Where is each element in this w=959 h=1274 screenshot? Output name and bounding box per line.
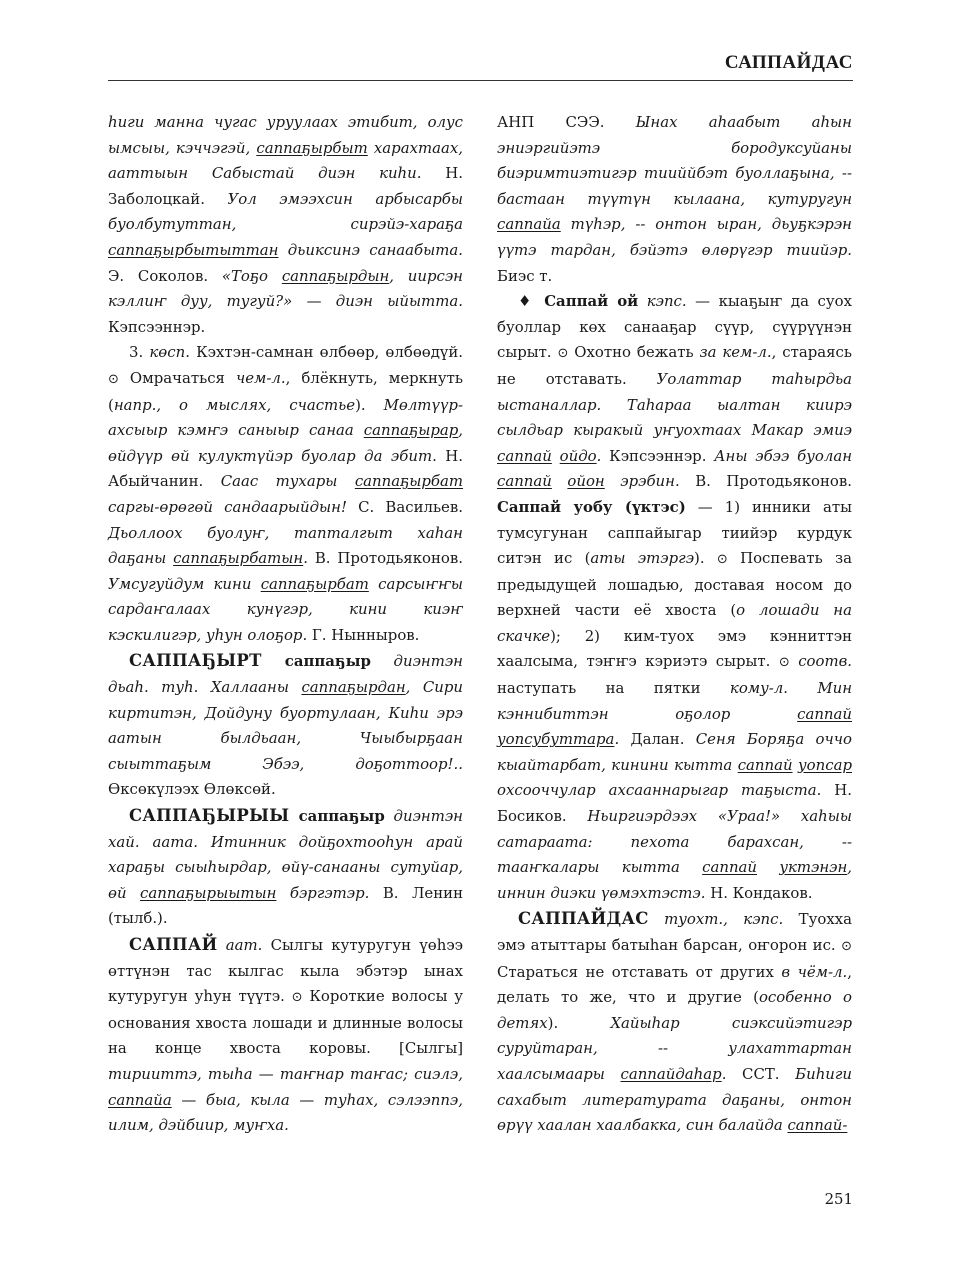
translation-text: , делать то же, что и другие ( xyxy=(497,962,852,1007)
citation-source: Биэс т. xyxy=(497,266,553,285)
example-keyword: саппаҕырдын xyxy=(281,266,390,285)
example-text: сарсыҥҥы сардаҥалаах кунүгэр, кини киэҥ кэскилигэр, уһун олоҕор. xyxy=(108,574,463,644)
citation-source: Өксөкүлээх Өлөксөй. xyxy=(108,780,276,799)
translation-text: , блёкнуть, меркнуть ( xyxy=(108,368,463,414)
sense-3 xyxy=(108,340,463,648)
example-text: бэргэтэр. xyxy=(276,883,370,902)
definition-text: Кэхтэн-самнан өлбөөр, өлбөөдүй. xyxy=(189,343,463,362)
example-keyword: саппайа xyxy=(497,215,561,234)
example-text: — быа, кыла — туһах, сэлээппэ, илим, дэйбиир, муҥха. xyxy=(108,1090,463,1135)
example-keyword: ойон xyxy=(567,472,605,491)
translation-text: Стараться не отставать от других xyxy=(497,962,782,981)
example-keyword: уопсубуттара xyxy=(497,730,615,749)
translation-marker-icon: ⊙ xyxy=(778,655,790,671)
citation-source: Кэпсээннэр. xyxy=(601,446,715,465)
translation-note: за кем-л. xyxy=(699,343,772,362)
headword: САППАЙДАС xyxy=(518,909,649,929)
example-text: Ньиргиэрдээх «Ураа!» хаһыы сатараата: пехота барахсан, -- тааҥкалары кытта xyxy=(497,807,852,877)
translation-text: ). xyxy=(355,395,384,414)
example-keyword: саппаҕырдан xyxy=(301,678,406,697)
phrase-headword: Саппай ой xyxy=(535,292,639,311)
translation-note: чем-л. xyxy=(235,368,286,387)
translation-note: в чём-л. xyxy=(781,962,848,981)
translation-note: особенно о детях xyxy=(497,988,852,1032)
example-keyword: саппай xyxy=(497,472,552,491)
grammar-label: аат. xyxy=(217,936,263,954)
example-text: Аны эбээ буолан xyxy=(714,446,852,465)
example-text xyxy=(552,472,568,490)
example-text: . xyxy=(614,730,620,749)
headword-root: саппаҕыр xyxy=(261,652,371,671)
definition-text: Туохха эмэ атыттары батыһан барсан, оҥорон ис. xyxy=(497,910,852,954)
phrase-headword: Саппай уобу (үктэс) xyxy=(497,497,686,516)
example-keyword: уопсар xyxy=(798,755,852,774)
citation-source: Далан. xyxy=(619,730,696,749)
example-text: һиги манна чугас уруулаах этибит, олус ымсыы, кэччэгэй, xyxy=(108,113,463,157)
definition-text: ); 2) ким-туох эмэ кэнниттэн хаалсыма, тэҥҥэ кэриэтэ сырыт. xyxy=(497,626,852,671)
example-keyword: саппаҕырар xyxy=(363,421,459,440)
translation-note: аты этэргэ xyxy=(590,549,695,568)
entry-sappai xyxy=(108,932,463,1139)
translation-text: наступать на пятки xyxy=(497,679,730,698)
example-keyword: саппаҕырбат xyxy=(260,574,369,593)
example-text: . xyxy=(303,549,308,568)
translation-text: Омрачаться xyxy=(118,368,236,387)
example-text xyxy=(552,447,560,465)
translation-marker-icon: ⊙ xyxy=(841,939,852,954)
example-text: . xyxy=(596,446,602,465)
entry-continuation xyxy=(497,110,852,289)
entry-sappagyryy xyxy=(108,803,463,932)
sense-number: 3. xyxy=(129,343,150,362)
page-header xyxy=(108,48,853,81)
citation-source: В. Протодьяконов. xyxy=(679,472,853,491)
grammar-label: кэпс. xyxy=(638,292,687,311)
definition-text: ). xyxy=(694,549,717,568)
example-text: түһэр, -- онтон ыран, дьуҕкэрэн үүтэ тардан, бэйэтэ өлөрүгэр тиийэр. xyxy=(497,215,852,259)
example-text: . xyxy=(721,1064,727,1083)
example-text: Мөлтүүр-ахсыыр кэмҥэ саныыр санаа xyxy=(108,395,463,440)
citation-source: ССТ. xyxy=(726,1064,796,1083)
entry-sappagyrt xyxy=(108,648,463,803)
example-text: Умсугуйдум кини xyxy=(108,574,261,593)
citation-source: Н. Абыйчанин. xyxy=(108,446,463,491)
example-text: , өйдүүр өй кулуктүйэр буолар да эбит. xyxy=(108,421,463,465)
translation-note: о лошади на скачке xyxy=(497,601,852,645)
example-text: Биһиги сахабыт литературата даҕаны, онтон өрүү хаалан хаалбакка, син балайда xyxy=(497,1064,852,1135)
headword: САППАҔЫРЫЫ xyxy=(129,806,290,826)
example-text: охсооччулар ахсааннарыгар таҕыста. xyxy=(497,781,822,800)
example-keyword: уктэнэн xyxy=(779,858,848,877)
citation-source: В. Ленин (тылб.). xyxy=(108,883,463,928)
translation-text: , стараясь не отставать. xyxy=(497,343,852,388)
citation-source: С. Васильев. xyxy=(346,497,463,516)
example-keyword: саппайдаһар xyxy=(620,1064,722,1083)
example-text: харахтаах, ааттыын Сабыстай диэн киһи. xyxy=(108,138,463,183)
example-keyword: саппай xyxy=(797,704,852,723)
example-keyword: саппайа xyxy=(108,1090,172,1109)
entry-continuation xyxy=(108,110,463,340)
translation-marker-icon: ⊙ xyxy=(108,371,119,387)
citation-source: Г. Нынныров. xyxy=(307,625,420,644)
example-keyword: саппаҕырбыт xyxy=(256,138,368,157)
translation-note: напр., о мыслях, счастье xyxy=(113,395,356,414)
example-text: Сеня Боряҕа оччо кыайтарбат, кинини кытта xyxy=(497,730,852,774)
citation-source: Н. Кондаков. xyxy=(705,883,813,902)
headword: САППАЙ xyxy=(129,935,218,954)
example-text: Ынах аһаабыт аһын эниэргийэтэ бородуксуйаны биэримтиэтигэр тииййбэт буоллаҕына, -- бастаан түүтүн кылаана, кутуругун xyxy=(497,113,852,208)
grammar-label: көсп. xyxy=(149,343,190,362)
translation-text: Короткие волосы у основания хвоста лошади и длинные волосы на конце хвоста коровы. [Сылгы] xyxy=(108,987,463,1058)
translation-text: ). xyxy=(547,1013,611,1032)
example-text: тирииттэ, тыһа — таҥнар таҥас; сиэлэ, xyxy=(108,1064,463,1083)
example-text: Уолаттар таһырдьа ыстаналлар. Таһараа ыалтан киирэ сылдьар кыракый уҥуохтаах Макар эмиэ xyxy=(497,369,852,440)
citation-source: В. Протодьяконов. xyxy=(307,549,463,568)
example-text: Саас тухары xyxy=(220,472,355,491)
headword: САППАҔЫРТ xyxy=(129,651,262,671)
citation-source: Н. Босиков. xyxy=(497,781,853,826)
translation-marker-icon: ⊙ xyxy=(557,346,569,362)
example-keyword: саппай xyxy=(737,755,793,774)
citation-source: Э. Соколов. xyxy=(108,266,222,285)
headword-root: саппаҕыр xyxy=(289,807,385,826)
example-text: «Тоҕо xyxy=(221,266,282,285)
phrase-sappai-oi xyxy=(497,289,852,906)
citation-source: Н. Заболоцкай. xyxy=(108,164,463,208)
example-text: , иннин диэки үөмэхтэстэ. xyxy=(497,858,853,902)
example-keyword: саппай- xyxy=(787,1116,848,1135)
translation-marker-icon: ⊙ xyxy=(716,552,728,568)
diamond-icon: ♦ xyxy=(518,292,536,311)
example-text: эрэбин. xyxy=(604,472,680,491)
example-text: Хайыһар сиэксийэтигэр суруйтаран, -- улахаттартан хаалсымаары xyxy=(497,1013,853,1083)
example-text: диэнтэн дьаһ. туһ. Халлааны xyxy=(108,652,463,697)
example-text xyxy=(757,858,779,876)
page-number: 251 xyxy=(824,1190,853,1208)
entry-sappaidas xyxy=(497,906,852,1138)
citation-source: Кэпсээннэр. xyxy=(108,317,206,336)
left-column xyxy=(108,110,463,1139)
translation-marker-icon: ⊙ xyxy=(291,990,303,1006)
example-keyword: саппаҕырыытын xyxy=(140,883,277,902)
example-text: Уол эмээхсин арбысарбы буолбутуттан, сирэйэ-хараҕа xyxy=(108,189,463,234)
definition-text: — 1) инники аты тумсугунан саппайыгар тиийэр курдук ситэн ис ( xyxy=(497,497,852,568)
running-head: САППАЙДАС xyxy=(724,52,853,73)
example-text: Дьоллоох буолуҥ, тапталгыт хаһан даҕаны xyxy=(108,523,463,568)
example-keyword: саппаҕырбат xyxy=(354,472,463,491)
example-keyword: ойдо xyxy=(559,446,597,465)
example-text: саргы-өрөгөй сандаарыйдын! xyxy=(108,497,347,516)
example-keyword: саппай xyxy=(497,446,552,465)
example-keyword: саппай xyxy=(702,858,758,877)
example-text: , иирсэн кэллиҥ дуу, тугуй?» — диэн ыйытта. xyxy=(108,266,463,311)
definition-text: — кыаҕыҥ да суох буоллар көх санааҕар сүүр, сүүрүүнэн сырыт. xyxy=(497,292,852,362)
example-text: кому-л. Мин кэннибиттэн оҕолор xyxy=(497,679,852,723)
right-column xyxy=(497,110,852,1139)
definition-text: Сылгы кутуругун үөһээ өттүнэн тас кылгас кыла эбэтэр ынах кутуругун уһун түүтэ. xyxy=(108,936,463,1006)
example-keyword: саппаҕырбытыттан xyxy=(108,240,279,259)
example-keyword: саппаҕырбатын xyxy=(173,549,304,568)
example-text: дьиксинэ санаабыта. xyxy=(278,240,463,259)
grammar-label: соотв. xyxy=(789,652,852,671)
grammar-label: туохт., кэпс. xyxy=(648,910,784,929)
translation-text: Охотно бежать xyxy=(568,343,700,362)
citation-source: АНП СЭЭ. xyxy=(497,113,636,131)
translation-text: Поспевать за предыдущей лошадью, доставая носом до верхней части её хвоста ( xyxy=(497,549,853,620)
example-text: , Сири киртитэн, Дойдуну буортулаан, Киһи эрэ аатын былдьаан, Чыыбырҕаан сыыттаҕым Эбээ, доҕоттоор!.. xyxy=(108,678,463,773)
example-text: диэнтэн хай. аата. Итинник дойҕохтооһун арай хараҕы сыыһырдар, өйү-санааны сутуйар, өй xyxy=(108,807,463,902)
